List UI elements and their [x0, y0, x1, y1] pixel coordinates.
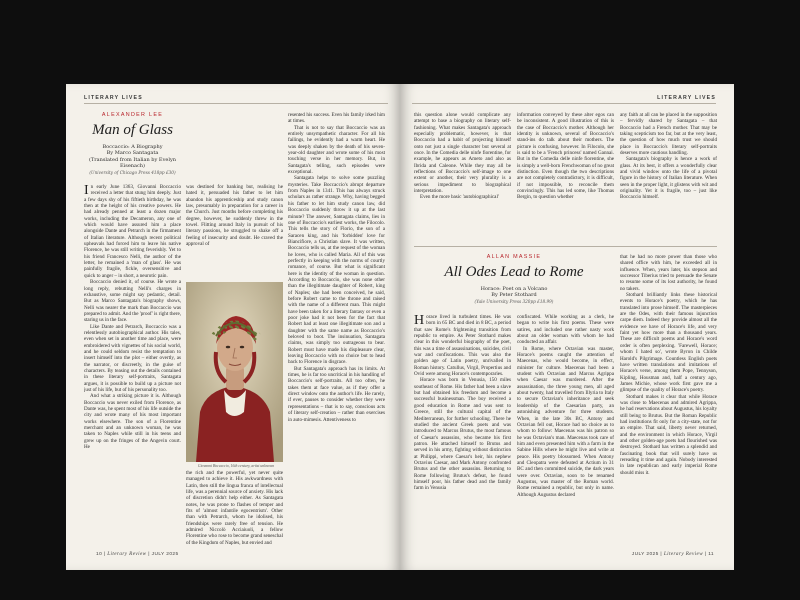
- paragraph: Like Dante and Petrarch, Boccaccio was a relentlessly autobiographical author. His tales, even when set in another time and place, were embroidered with vignettes of his social world, and he could seldom resist the temptation to insert himself into the plot – either overtly, as the narrator, or discreetly, in the guise of characters. By teasing out the details contained in these literary self-portraits, Santagata argues, it is possible to build up a picture not just of his life, but of his personality too.: [84, 323, 181, 393]
- column-3: [288, 112, 385, 546]
- issue-date: JULY 2025: [151, 552, 179, 557]
- paragraph: that he had no more power than those who shared office with him, he exceeded all in influence. When, years later, his stepson and successor Tiberius tried to persuade the Senate to resume some of its lost authority, he found no takers.: [620, 254, 717, 292]
- column-3: [620, 254, 717, 546]
- paragraph: any faith at all can be placed in the supposition – fervidly shared by Santagata – that Boccaccio had a French mother. That may be taking scepticism too far, but at the very least, the question of how much trust we should place in Boccaccio's literary self-portraits deserves more cautious handling.: [620, 112, 717, 157]
- paragraph: the rich and the powerful, yet never quite managed to achieve it. His awkwardness with Latin, then still the lingua franca of intellectual life, was a perennial source of anxiety. His lack of discretion didn't help either. As Santagata notes, he was prone to flashes of temper and fits of 'almost infantile egocentrism'. Other than with Petrarch, whom he idolised, his friendships were rarely free of tension. He admired Niccolò Acciaiuoli, a fellow Florentine who rose to become grand seneschal of the Kingdom of Naples, but envied and: [186, 470, 283, 546]
- portrait-caption: Giovanni Boccaccio, 16th century, artist unknown: [197, 464, 275, 468]
- paragraph: this question alone would complicate any attempt to base a biography on literary self-fashioning. What makes Santagata's approach especially problematic, however, is that Boccaccio had a habit of projecting himself onto not just a single character but several at once. In the Comedia delle ninfe fiorentine, for example, he appears as Ameto and also as Ibrida and Caleone. While they may all be reflections of Boccaccio's self-image to one extent or another, their very plurality is a serious impediment to biographical interpretation.: [414, 112, 511, 195]
- column-2: [517, 314, 614, 546]
- magazine-name: Literary Review: [663, 551, 704, 557]
- paragraph: was destined for banking but, realising he hated it, persuaded his father to let him abandon his apprenticeship and study canon law, presumably in preparation for a career in the Church. Just months before completing his degree, however, he suddenly threw in the towel. Flitting around Italy in pursuit of his literary passions, he struggled to shake off a feeling of insecurity and doubt. He craved the approval of: [186, 184, 283, 248]
- book-translator: (Translated from Italian by Evelyn Eisenach): [88, 156, 176, 170]
- top-column-3: [620, 112, 717, 242]
- right-page: [400, 84, 734, 570]
- paragraph: And what a striking picture it is. Although Boccaccio was never exiled from Florence, as Dante was, he spent most of his life outside the city and wrote many of his most important works elsewhere. The son of a Florentine merchant and an unknown woman, he was taken to Naples while still in his teens and grew up on the fringes of the Angevin court. He: [84, 393, 181, 451]
- article-header: [84, 112, 181, 176]
- drop-cap: H: [414, 314, 425, 328]
- top-column-2: [517, 112, 614, 242]
- paragraph: resented his success. Even his family irked him at times.: [288, 112, 385, 125]
- top-column-1: [414, 112, 511, 242]
- paragraph: Santagata's biography is hence a work of glass. At its best, it offers a wonderfully clear and vivid window onto the life of a pivotal figure in the history of Italian literature. When seen in the proper light, it glistens with wit and originality. Yet it is fragile, too – just like Boccaccio himself.: [620, 156, 717, 201]
- book-title: Boccaccio: A Biography: [102, 144, 163, 150]
- paragraph: information conveyed by these alter egos can be inconsistent. A good illustration of this is the case of Boccaccio's mother. Although her identity is unknown, several of Boccaccio's stand-ins do talk about their mothers. The picture is confusing, however. In Filocolo, she is said to be a 'French princess' named Gannai. But in the Comedia delle ninfe fiorentine, she is simply a well-born Frenchwoman of no great distinction. Even though the two descriptions are not completely contradictory, it is difficult, if not impossible, to reconcile them convincingly. This has led some, like Thomas Bergin, to question whether: [517, 112, 614, 201]
- boccaccio-portrait-icon: [186, 282, 283, 462]
- paragraph: That is not to say that Boccaccio was an entirely unsympathetic character. For all his failings, he evidently had a warm heart. He was deeply shaken by the death of his seven-year-old daughter and wrote some of his most touching verse in her memory. But, in Santagata's telling, such episodes were exceptional.: [288, 124, 385, 176]
- article-title: All Odes Lead to Rome: [444, 264, 584, 280]
- article-author: ALEXANDER LEE: [101, 112, 164, 118]
- column-2-top: [186, 184, 283, 280]
- magazine-name: Literary Review: [107, 551, 147, 557]
- paragraph: Stothard makes it clear that while Horace was close to Maecenas and admired Agrippa, he had reservations about Augustus, his loyalty still being to Brutus. But the Roman Republic had institutions fit only for a city-state, not for an empire. That said, liberty never returned, and the environment in which Horace, Virgil and other golden-age poets had flourished was destroyed. Stothard has written a splendid and fascinating book that will surely have us rereading it time and again. Nobody interested in late republican and early imperial Rome should miss it.: [620, 393, 717, 476]
- portrait-image: [186, 282, 283, 462]
- drop-cap: I: [84, 184, 89, 198]
- header-rule: [412, 103, 716, 104]
- paragraph: Stothard brilliantly links these historical events to Horace's poetry, which he has translated into prose himself. The masterpieces are the Odes, with their famous injunction carpe diem. Indeed they provide almost all the evidence we have of Horace's life, and very faint yet how more than a thousand years. These are difficult poems and Horace's word order is often perplexing. 'Farewell, Horace; whom I hated so', wrote Byron in Childe Harold's Pilgrimage. Countless English poets have written translations and imitations of Horace's verse, among them Pope, Tennyson, Kipling, Housman and, half a century ago, James Michie, whose work first gave me a glimpse of the quality of Horace's poetry.: [620, 292, 717, 394]
- article-title: Man of Glass: [92, 122, 173, 138]
- book-author: By Peter Stothard: [491, 292, 537, 299]
- left-page: [66, 84, 400, 570]
- running-head: LITERARY LIVES: [657, 95, 716, 101]
- article-header: [414, 254, 614, 305]
- column-1: [414, 314, 511, 546]
- page-number: 10: [96, 552, 103, 557]
- paragraph: Horace lived in turbulent times. He was born in 65 BC and died in 8 BC, a period that saw Rome's frightening transition from republic to empire. As Peter Stothard makes clear in this wonderful biography of the poet, this was a time of assassinations, suicides, civil war and confiscations. This was also the golden age of Latin poetry, unrivalled in Roman history. Catullus, Virgil, Propertius and Ovid were among Horace's contemporaries.: [414, 314, 511, 378]
- paragraph: In early June 1363, Giovanni Boccaccio received a letter that stung him deeply. Just a few days shy of his fiftieth birthday, he was then at the height of his creative powers. He had already penned at least a dozen major works, including the Decameron, any one of which would have assured him a place alongside Dante and Petrarch in the firmament of Italian literature. Although recent political upheavals had forced him to leave his native Florence, he was still writing feverishly. Yet to his friend Francesco Nelli, the author of the letter, he remained a 'man of glass'. He was painfully fragile, fickle, oversensitive and quick to anger – in short, a neurotic pain.: [84, 184, 181, 279]
- page-number: 11: [708, 552, 714, 557]
- paragraph: confiscated. While working as a clerk, he began to write his first poems. These were satires, and included one rather nasty work about an older woman with whom he had conducted an affair.: [517, 314, 614, 346]
- paragraph: In Rome, where Octavian was master, Horace's poems caught the attention of Maecenas, who would become, in effect, minister for culture. Maecenas had been a student with Octavian and Marcus Agrippa when Caesar was murdered. After the assassination, the three young men, all aged about twenty, had travelled from Illyria to Italy to secure Octavian's inheritance and seek leadership of the Caesarian party, an astonishing adventure for three students. When, in the late 30s BC, Antony and Octavian fell out, Horace had no choice as to whom to follow: Maecenas was his patron so he was Octavian's man. Maecenas took care of him and even presented him with a farm in the Sabine Hills where he might live and write at peace. His poetry blossomed. When Antony and Cleopatra were defeated at Actium in 31 BC and then committed suicide, the dark years were over. Octavian, soon to be renamed Augustus, was master of the Roman world. Rome remained a republic, but only in name. Although Augustus declared: [517, 345, 614, 498]
- book-author: By Marco Santagata: [106, 150, 159, 157]
- folio: JULY 2025 | Literary Review | 11: [631, 551, 714, 557]
- column-2-bottom: [186, 470, 283, 546]
- running-head: LITERARY LIVES: [84, 95, 143, 101]
- paragraph: But Santagata's approach has its limits. At times, he is far too uncritical in his handling of Boccaccio's self-portraits. All too often, he takes them at face value, as if they offer a direct window onto the author's life. He rarely, if ever, pauses to consider whether they were representations – that is to say, conscious acts of literary self-creation – rather than exercises in auto-mimesis. Attentiveness to: [288, 365, 385, 423]
- column-1: [84, 184, 181, 546]
- book-publisher: (University of Chicago Press 418pp £30): [89, 169, 176, 175]
- article-author: ALLAN MASSIE: [486, 254, 542, 260]
- paragraph: Boccaccio denied it, of course. He wrote a long reply, rebutting Nelli's charges in exhaustive, some might say pedantic, detail. But as Marco Santagata's biography shows, Nelli was nearer the mark than Boccaccio was prepared to admit. And the 'proof' is right there, staring us in the face.: [84, 279, 181, 324]
- paragraph: Horace was born in Venusia, 150 miles southeast of Rome. His father had been a slave but had obtained his freedom and become a successful businessman. The boy received a good education in Rome and was sent to Greece, still the cultural capital of the Mediterranean, for further schooling. There he studied the ancient Greek poets and was introduced to Marcus Brutus, the most famous of Caesar's assassins, who became his first patron. He attached himself to Brutus and served in his army, fighting without distinction at Philippi, where Caesar's heir, his nephew Octavius Caesar, and Mark Antony confronted Brutus and the other assassins. Returning to Rome following Brutus's defeat, he found himself poor, his father dead and the family farm in Venusia: [414, 377, 511, 492]
- folio: 10 | Literary Review | JULY 2025: [96, 551, 179, 557]
- book-title: Horace: Poet on a Volcano: [480, 286, 548, 292]
- header-rule: [84, 103, 388, 104]
- book-publisher: (Yale University Press 320pp £18.99): [474, 298, 554, 304]
- paragraph: Santagata helps to solve some puzzling mysteries. Take Boccaccio's abrupt departure from Naples in 1341. This has always struck scholars as rather strange. Why, having begged his father to let him study canon law, did Boccaccio suddenly throw it up at the last minute? The answer, Santagata claims, lies in one of Boccaccio's earliest works, the Filocolo. This tells the story of Florio, the son of a Saracen king, and his 'forbidden' love for Biancifiore, a Christian slave. It was written, Boccaccio tells us, at the request of the woman he loves, who is called Maria. All of this was perfectly in keeping with the norms of courtly romance, of course. But what is significant here is the identity of the woman in question. According to Boccaccio, she was none other than the illegitimate daughter of Robert, king of Naples; she had been conceived, he said, before Robert came to the throne and raised with the name of a different man. This might have been taken for a literary fantasy or even a poor joke had it not been for the fact that Robert had at least one illegitimate son and a daughter with the same name as Boccaccio's beloved to boot. The insinuation, Santagata claims, was simply too outrageous to bear. Robert must have made his displeasure clear, leaving Boccaccio with no choice but to head back to Florence in disgrace.: [288, 175, 385, 366]
- paragraph: Even the more basic 'autobiographical': [420, 194, 499, 201]
- issue-date: JULY 2025: [631, 552, 659, 557]
- article-separator: [414, 246, 717, 247]
